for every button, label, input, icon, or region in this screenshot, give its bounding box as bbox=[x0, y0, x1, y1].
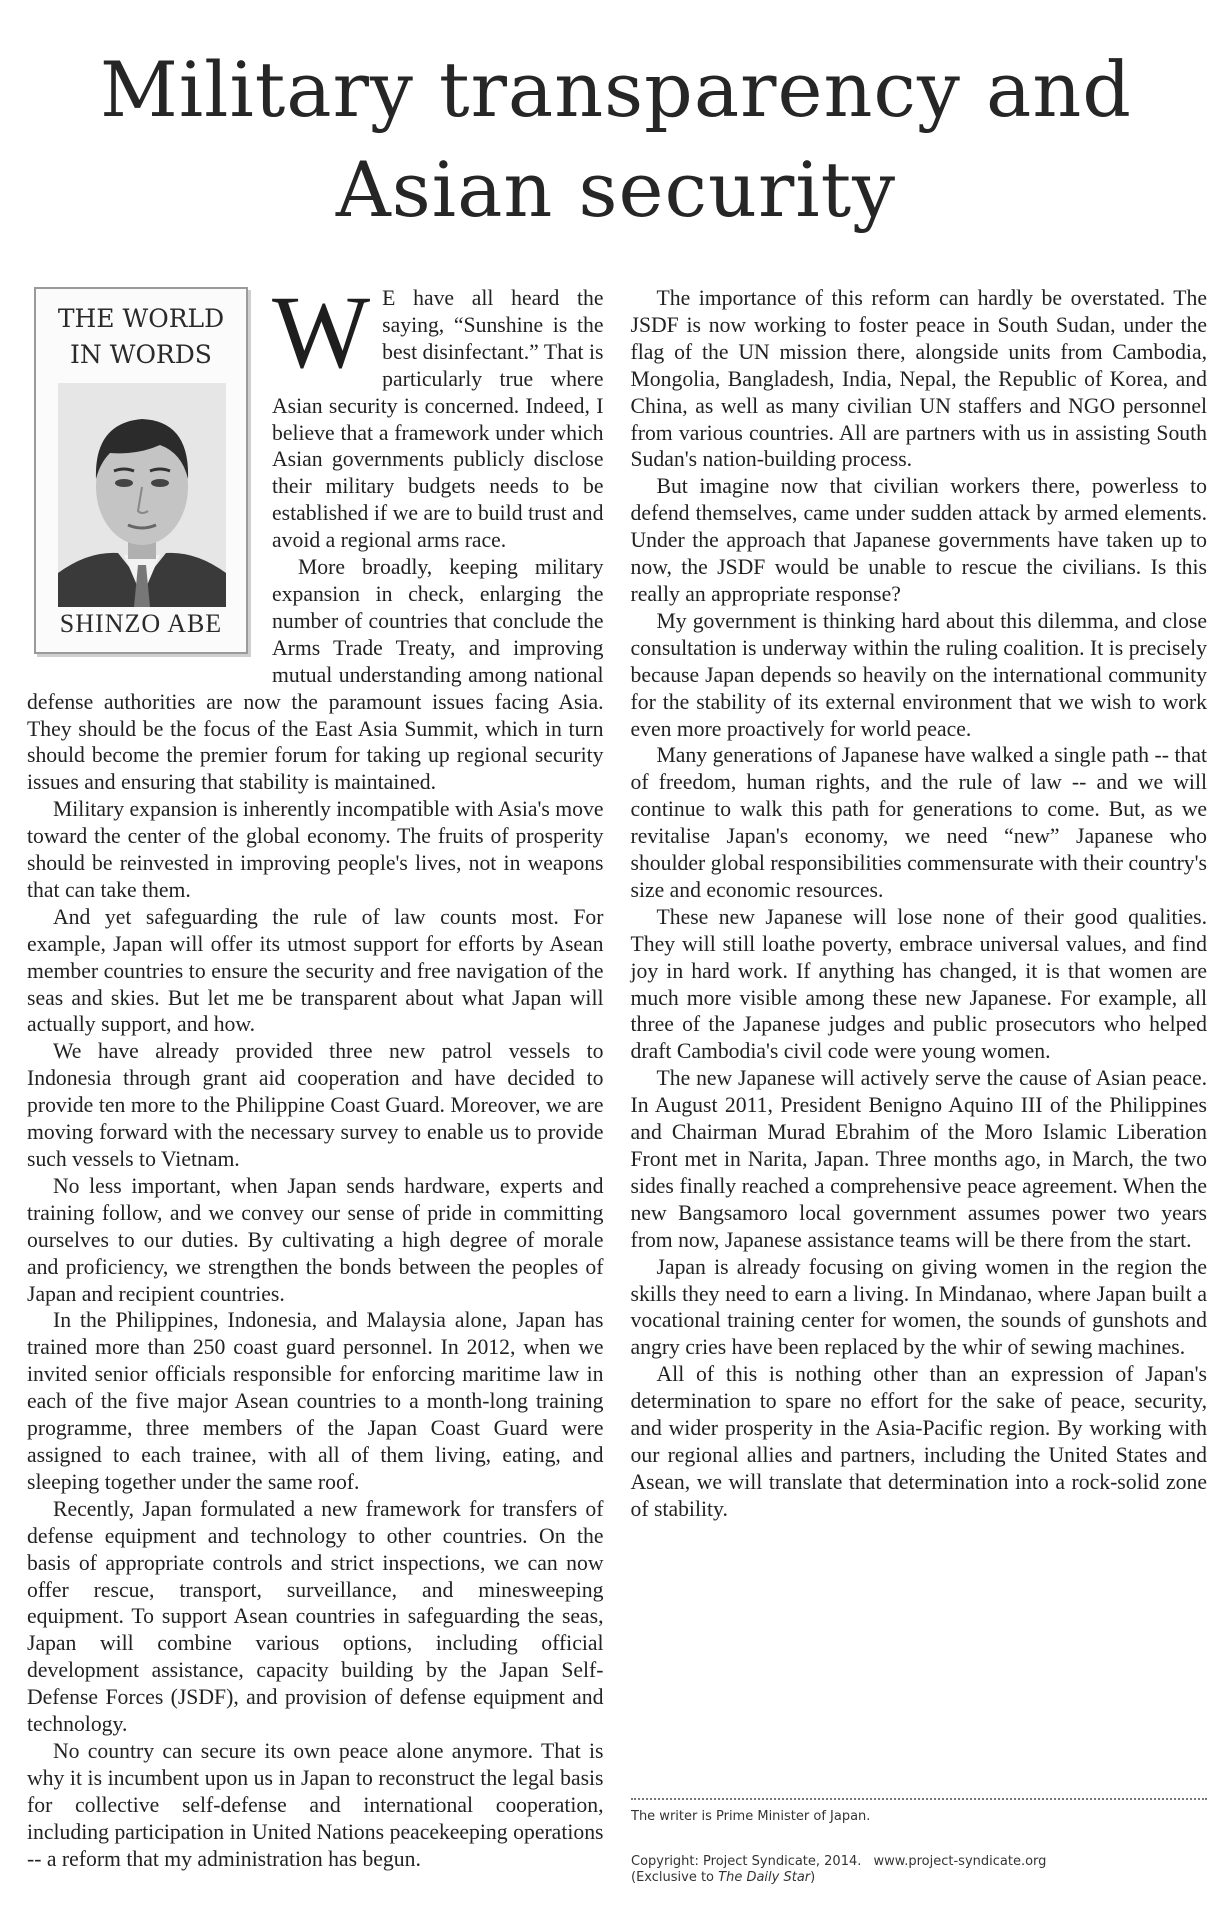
article-paragraph: In the Philippines, Indonesia, and Malaysia alone, Japan has trained more than 250 coast guard personnel. In 2012, when we invited senior officials responsible for enforcing maritime law in each of the five major Asean countries to a month-long training programme, three members of the Japan Coast Guard were assigned to each trainee, with all of them living, eating, and sleeping together under the same roof. bbox=[27, 1308, 604, 1494]
article-paragraph: My government is thinking hard about this dilemma, and close consultation is underway within the ruling coalition. It is precisely because Japan depends so heavily on the international community for the stability of its external environment that we wish to work even more proactively for world peace. bbox=[630, 608, 1207, 741]
writer-note: The writer is Prime Minister of Japan. bbox=[631, 1809, 871, 1824]
article-paragraph: And yet safeguarding the rule of law counts most. For example, Japan will offer its utmost support for efforts by Asean member countries to ensure the security and free navigation of the seas and skies. But let me be transparent about what Japan will actually support, and how. bbox=[27, 904, 604, 1037]
source-url: www.project-syndicate.org bbox=[873, 1854, 1047, 1869]
article-paragraph: But imagine now that civilian workers there, powerless to defend themselves, came under sudden attack by armed elements. Under the approach that Japanese governments have taken up to now, the JSDF would be unable to rescue the civilians. Is this really an appropriate response? bbox=[630, 474, 1207, 606]
exclusive-note: (Exclusive to The Daily Star) bbox=[631, 1870, 816, 1885]
column-title bbox=[36, 301, 246, 373]
article-paragraph: Recently, Japan formulated a new framework for transfers of defense equipment and technology to other countries. On the basis of appropriate controls and strict inspections, we can now offer rescue, transport, surveillance, and minesweeping equipment. To support Asean countries in safeguarding the seas, Japan will combine various options, including official development assistance, capacity building by the Japan Self-Defense Forces (JSDF), and provision of defense equipment and technology. bbox=[27, 1496, 604, 1737]
headline: Military transparency and Asian security bbox=[100, 45, 1132, 234]
article-paragraph: These new Japanese will lose none of their good qualities. They will still loathe poverty, embrace universal values, and find joy in hard work. If anything has changed, it is that women are much more visible among these new Japanese. For example, all three of the Japanese judges and public prosecutors who helped draft Cambodia's civil code were young women. bbox=[630, 904, 1207, 1064]
author-name: SHINZO ABE bbox=[59, 609, 223, 638]
author-box bbox=[34, 287, 248, 654]
article-paragraph: Japan is already focusing on giving women in the region the skills they need to earn a living. In Mindanao, where Japan built a vocational training center for women, the sounds of gunshots and angry cries have been replaced by the whir of sewing machines. bbox=[630, 1254, 1207, 1360]
copyright-line bbox=[631, 1854, 1207, 1870]
drop-cap: W bbox=[272, 275, 371, 390]
column-title-line2: IN WORDS bbox=[70, 340, 212, 369]
article-paragraph: No country can secure its own peace alone anymore. That is why it is incumbent upon us in Japan to reconstruct the legal basis for collective self-defense and international cooperation, including participation in United Nations peacekeeping operations -- a reform that my administration has begun. bbox=[27, 1738, 604, 1871]
article-paragraph: Military expansion is inherently incompatible with Asia's move toward the center of the global economy. The fruits of prosperity should be reinvested in improving people's lives, not in weapons that can take them. bbox=[27, 797, 604, 902]
portrait-image bbox=[58, 383, 226, 607]
article-footer bbox=[631, 1798, 1207, 1886]
column-title-line1: THE WORLD bbox=[57, 304, 225, 333]
article-paragraph: W E have all heard the saying, “Sunshine is the best disinfectant.” That is particularly true where Asian security is concerned. Indeed, I believe that a framework under which Asian governments publicly disclose their military budgets needs to be established if we are to build trust and avoid a regional arms race. bbox=[272, 275, 604, 553]
article-paragraph: We have already provided three new patrol vessels to Indonesia through grant aid cooperation and have decided to provide ten more to the Philippine Coast Guard. Moreover, we are moving forward with the necessary survey to enable us to provide such vessels to Vietnam. bbox=[27, 1039, 604, 1171]
article-paragraph: More broadly, keeping military expansion in check, enlarging the number of countries that conclude the Arms Trade Treaty, and improving mutual understanding among national defense authorities are now the paramount issues facing Asia. They should be the focus of the East Asia Summit, which in turn should become the premier forum for taking up regional security issues and ensuring that stability is maintained. bbox=[27, 555, 604, 795]
article-paragraph: The new Japanese will actively serve the cause of Asian peace. In August 2011, President Benigno Aquino III of the Philippines and Chairman Murad Ebrahim of the Moro Islamic Liberation Front met in Narita, Japan. Three months ago, in March, the two sides finally reached a comprehensive peace agreement. When the new Bangsamoro local government assumes power two years from now, Japanese assistance teams will be there from the start. bbox=[630, 1066, 1207, 1252]
article-paragraph: No less important, when Japan sends hardware, experts and training follow, and we convey our sense of pride in committing ourselves to our duties. By cultivating a high degree of morale and proficiency, we strengthen the bonds between the peoples of Japan and recipient countries. bbox=[27, 1173, 604, 1306]
article-paragraph: All of this is nothing other than an expression of Japan's determination to spare no effort for the sake of peace, security, and wider prosperity in the Asia-Pacific region. By working with our regional allies and partners, including the United States and Asean, we will translate that determination into a rock-solid zone of stability. bbox=[630, 1362, 1207, 1521]
author-portrait bbox=[58, 383, 226, 607]
article-paragraph: Many generations of Japanese have walked a single path -- that of freedom, human rights, and the rule of law -- and we will continue to walk this path for generations to come. But, as we revitalise Japan's economy, we need “new” Japanese who shoulder global responsibilities commensurate with their country's size and economic resources. bbox=[630, 743, 1207, 902]
article-body bbox=[27, 275, 1207, 1900]
newspaper-name: The Daily Star bbox=[718, 1870, 811, 1885]
article-paragraph: The importance of this reform can hardly be overstated. The JSDF is now working to foster peace in South Sudan, under the flag of the UN mission there, alongside units from Cambodia, Mongolia, Bangladesh, India, Nepal, the Republic of Korea, and China, as well as many civilian UN staffers and NGO personnel from various countries. All are partners with us in assisting South Sudan's nation-building process. bbox=[630, 286, 1207, 472]
copyright-text: Copyright: Project Syndicate, 2014. bbox=[631, 1854, 862, 1869]
